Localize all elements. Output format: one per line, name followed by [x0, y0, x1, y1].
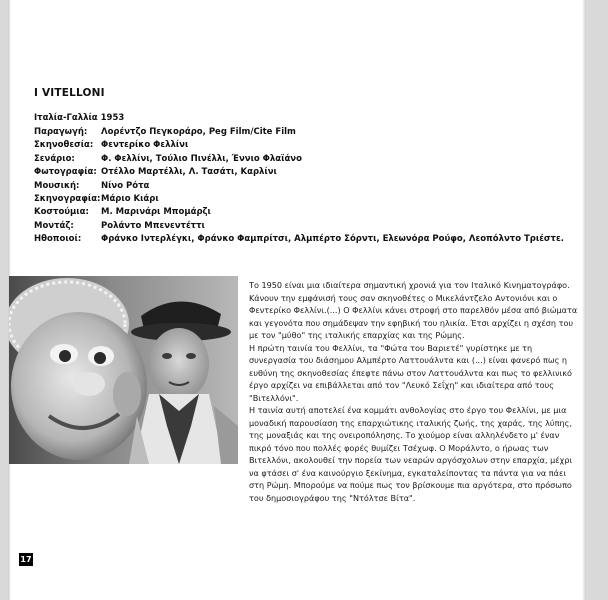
credit-row-music — [34, 180, 564, 193]
page-left-margin — [0, 0, 8, 600]
credit-label: Παραγωγή: — [34, 127, 88, 137]
credit-label: Σκηνογραφία: — [34, 194, 101, 205]
film-title: I VITELLONI — [34, 87, 105, 99]
credit-value: Μ. Μαρινάρι Μπομάρζι — [101, 207, 211, 218]
credit-value: Ρολάντο Μπενεντέττι — [101, 220, 205, 231]
article-body — [249, 279, 579, 504]
credit-value: Λορέντζο Πεγκοράρο, Peg Film/Cite Film — [101, 127, 296, 137]
film-still-photo — [9, 276, 238, 464]
credit-label: Σκηνοθεσία: — [34, 140, 94, 151]
credit-value: Φεντερίκο Φελλίνι — [101, 140, 189, 151]
credit-label: Κοστούμια: — [34, 207, 89, 218]
credit-label: Μοντάζ: — [34, 220, 74, 231]
article-paragraph: Η πρώτη ταινία του Φελλίνι, τα "Φώτα του Βαριετέ" γυρίστηκε με τη συνεργασία του διάσημου Αλμπέρτο Λαττουάλντα και (...) είναι φανερό πως η ευθύνη της σκηνοθεσίας έπεφτε πάνω στον Λαττουάλντα και πως το φελλινικό έργο αρχίζει να επιβάλλεται από τον "Λευκό Σεΐχη" και ιδιαίτερα από τους "Βιτελλόνι". — [249, 342, 572, 403]
credit-value: Μάριο Κιάρι — [101, 194, 159, 205]
credit-row-costumes — [34, 206, 564, 219]
film-origin-year: Ιταλία-Γαλλία 1953 — [34, 113, 125, 123]
article-paragraph: Η ταινία αυτή αποτελεί ένα κομμάτι ανθολογίας στο έργο του Φελλίνι, με μια μοναδική παρουσίαση της επαρχιώτικης ιταλικής ζωής, της χαράς, της λύπης, της μοναξιάς και της ονειροπόλησης. Το χιούμορ είναι αλληλένδετο μ' έναν πικρό τόνο που πολλές φορές θυμίζει Τσέχωφ. Ο Μοράλντο, ο ήρωας των Βιτελλόνι, ακολουθεί την πορεία των νεαρών αργόσχολων στην επαρχία, μέχρι να φτάσει σ' ένα καινούργιο ξεκίνημα, εγκαταλείποντας τα πάντα για να πάει στη Ρώμη. Μπορούμε να πούμε πως τον βρίσκουμε πια αργότερα, στο πρόσωπο του δημοσιογράφου της "Ντόλτσε Βίτα". — [249, 405, 573, 503]
credit-value: Οτέλλο Μαρτέλλι, Λ. Τασάτι, Καρλίνι — [101, 167, 277, 178]
credit-row-photography — [34, 166, 564, 179]
credit-row-direction — [34, 139, 564, 152]
credit-value: Φ. Φελλίνι, Τούλιο Πινέλλι, Έννιο Φλαϊάνο — [101, 153, 302, 164]
credit-row-cast — [34, 233, 564, 246]
credit-row-set-design — [34, 193, 564, 206]
credit-label: Φωτογραφία: — [34, 167, 97, 178]
credit-value: Νίνο Ρότα — [101, 180, 150, 191]
article-paragraph: Το 1950 είναι μια ιδιαίτερα σημαντική χρονιά για τον Ιταλικό Κινηματογράφο. Κάνουν την εμφάνισή τους σαν σκηνοθέτες ο Μικελάντζελο Αντονιόνι και ο Φεντερίκο Φελλίνι.(...) Ο Φελλίνι κάνει στροφή στο παρελθόν μέσα από βιώματα και γεγονότα που σημάδεψαν την εφηβική του ηλικία. Έτσι αρχίζει η σχέση του με τον "μύθο" της ιταλικής επαρχίας και της Ρώμης. — [249, 280, 578, 340]
credit-label: Μουσική: — [34, 180, 80, 191]
film-still-illustration — [9, 276, 238, 464]
credit-row-editing — [34, 220, 564, 233]
credit-row-screenplay — [34, 153, 564, 166]
credit-value: Φράνκο Ιντερλέγκι, Φράνκο Φαμπρίτσι, Αλμπέρτο Σόρντι, Ελεωνόρα Ρούφο, Λεοπόλντο Τριέστε. — [101, 234, 564, 245]
credit-row-production — [34, 126, 564, 139]
page-right-margin — [586, 0, 608, 600]
credits-list — [34, 126, 564, 247]
credit-label: Σενάριο: — [34, 153, 75, 164]
page-number: 17 — [20, 555, 32, 564]
credit-label: Ηθοποιοί: — [34, 234, 82, 245]
